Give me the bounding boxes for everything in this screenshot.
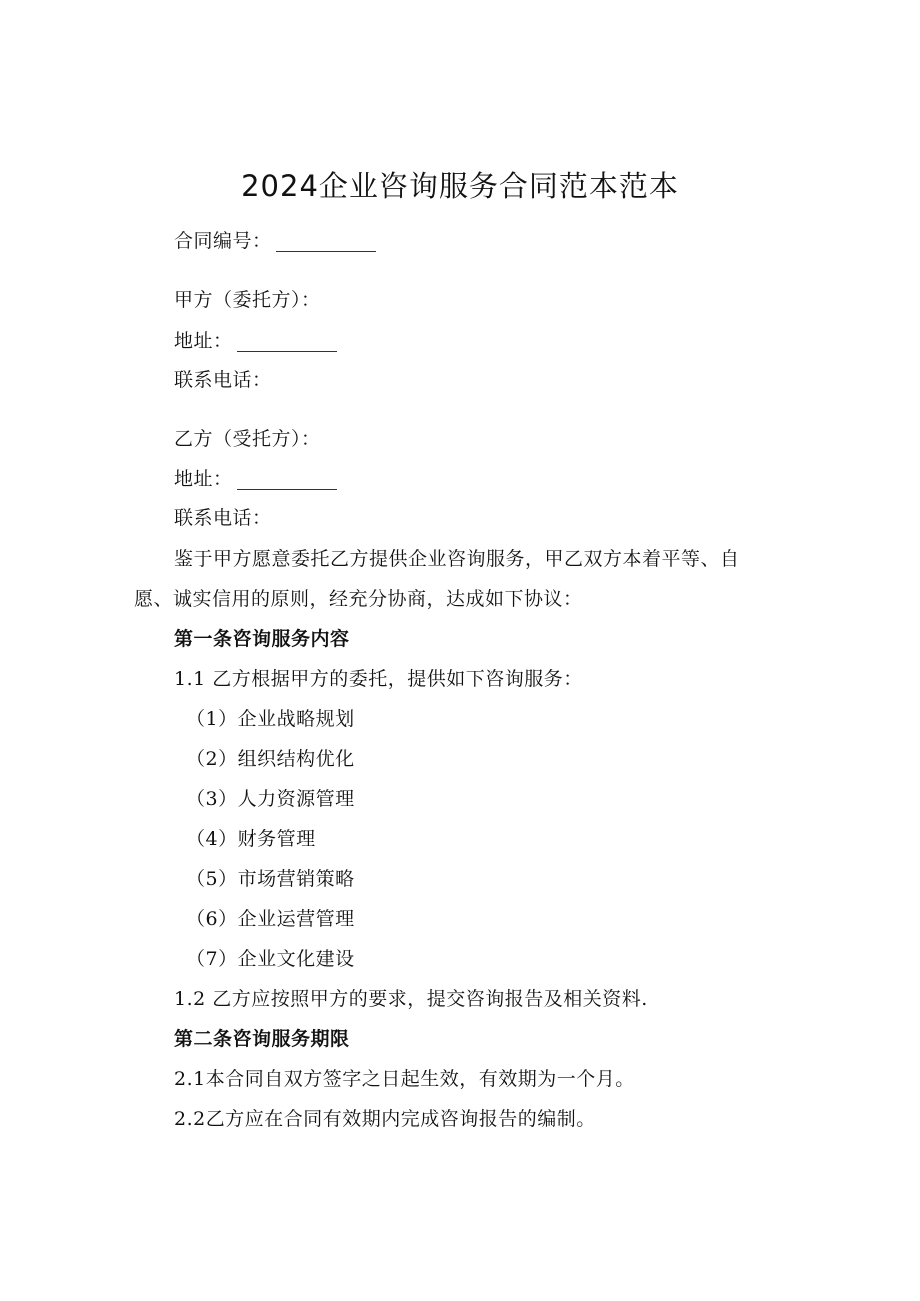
- preamble-line-1: 鉴于甲方愿意委托乙方提供企业咨询服务，甲乙双方本着平等、自: [174, 548, 740, 570]
- service-item: （5）市场营销策略: [186, 868, 355, 890]
- party-a-label: 甲方（委托方）：: [174, 289, 321, 311]
- service-item: （1）企业战略规划: [186, 708, 355, 730]
- clause-1-1: 1.1 乙方根据甲方的委托，提供如下咨询服务：: [174, 668, 583, 690]
- party-b-address-blank: [237, 471, 337, 490]
- party-a-address-blank: [237, 333, 337, 352]
- contract-number-label: 合同编号：: [174, 230, 272, 252]
- party-b-phone-label: 联系电话：: [174, 507, 272, 529]
- contract-number-blank: [276, 233, 376, 252]
- party-a-address-line: [174, 329, 337, 353]
- clause-1-2: 1.2 乙方应按照甲方的要求，提交咨询报告及相关资料.: [174, 988, 648, 1010]
- contract-number-line: [174, 229, 376, 253]
- preamble-line-2: 愿、诚实信用的原则，经充分协商，达成如下协议：: [134, 588, 583, 610]
- party-a-address-label: 地址：: [174, 330, 233, 352]
- party-b-address-line: [174, 467, 337, 491]
- document-title: 2024企业咨询服务合同范本范本: [241, 169, 679, 203]
- service-item: （2）组织结构优化: [186, 748, 355, 770]
- clause-2-1: 2.1本合同自双方签字之日起生效，有效期为一个月。: [174, 1068, 635, 1090]
- service-item: （4）财务管理: [186, 828, 316, 850]
- article-1-heading: 第一条咨询服务内容: [174, 628, 350, 650]
- service-item: （7）企业文化建设: [186, 948, 355, 970]
- service-item: （6）企业运营管理: [186, 908, 355, 930]
- article-2-heading: 第二条咨询服务期限: [174, 1028, 350, 1050]
- party-a-phone-label: 联系电话：: [174, 369, 272, 391]
- party-b-address-label: 地址：: [174, 468, 233, 490]
- service-item: （3）人力资源管理: [186, 788, 355, 810]
- clause-2-2: 2.2乙方应在合同有效期内完成咨询报告的编制。: [174, 1108, 596, 1130]
- party-b-label: 乙方（受托方）：: [174, 428, 321, 450]
